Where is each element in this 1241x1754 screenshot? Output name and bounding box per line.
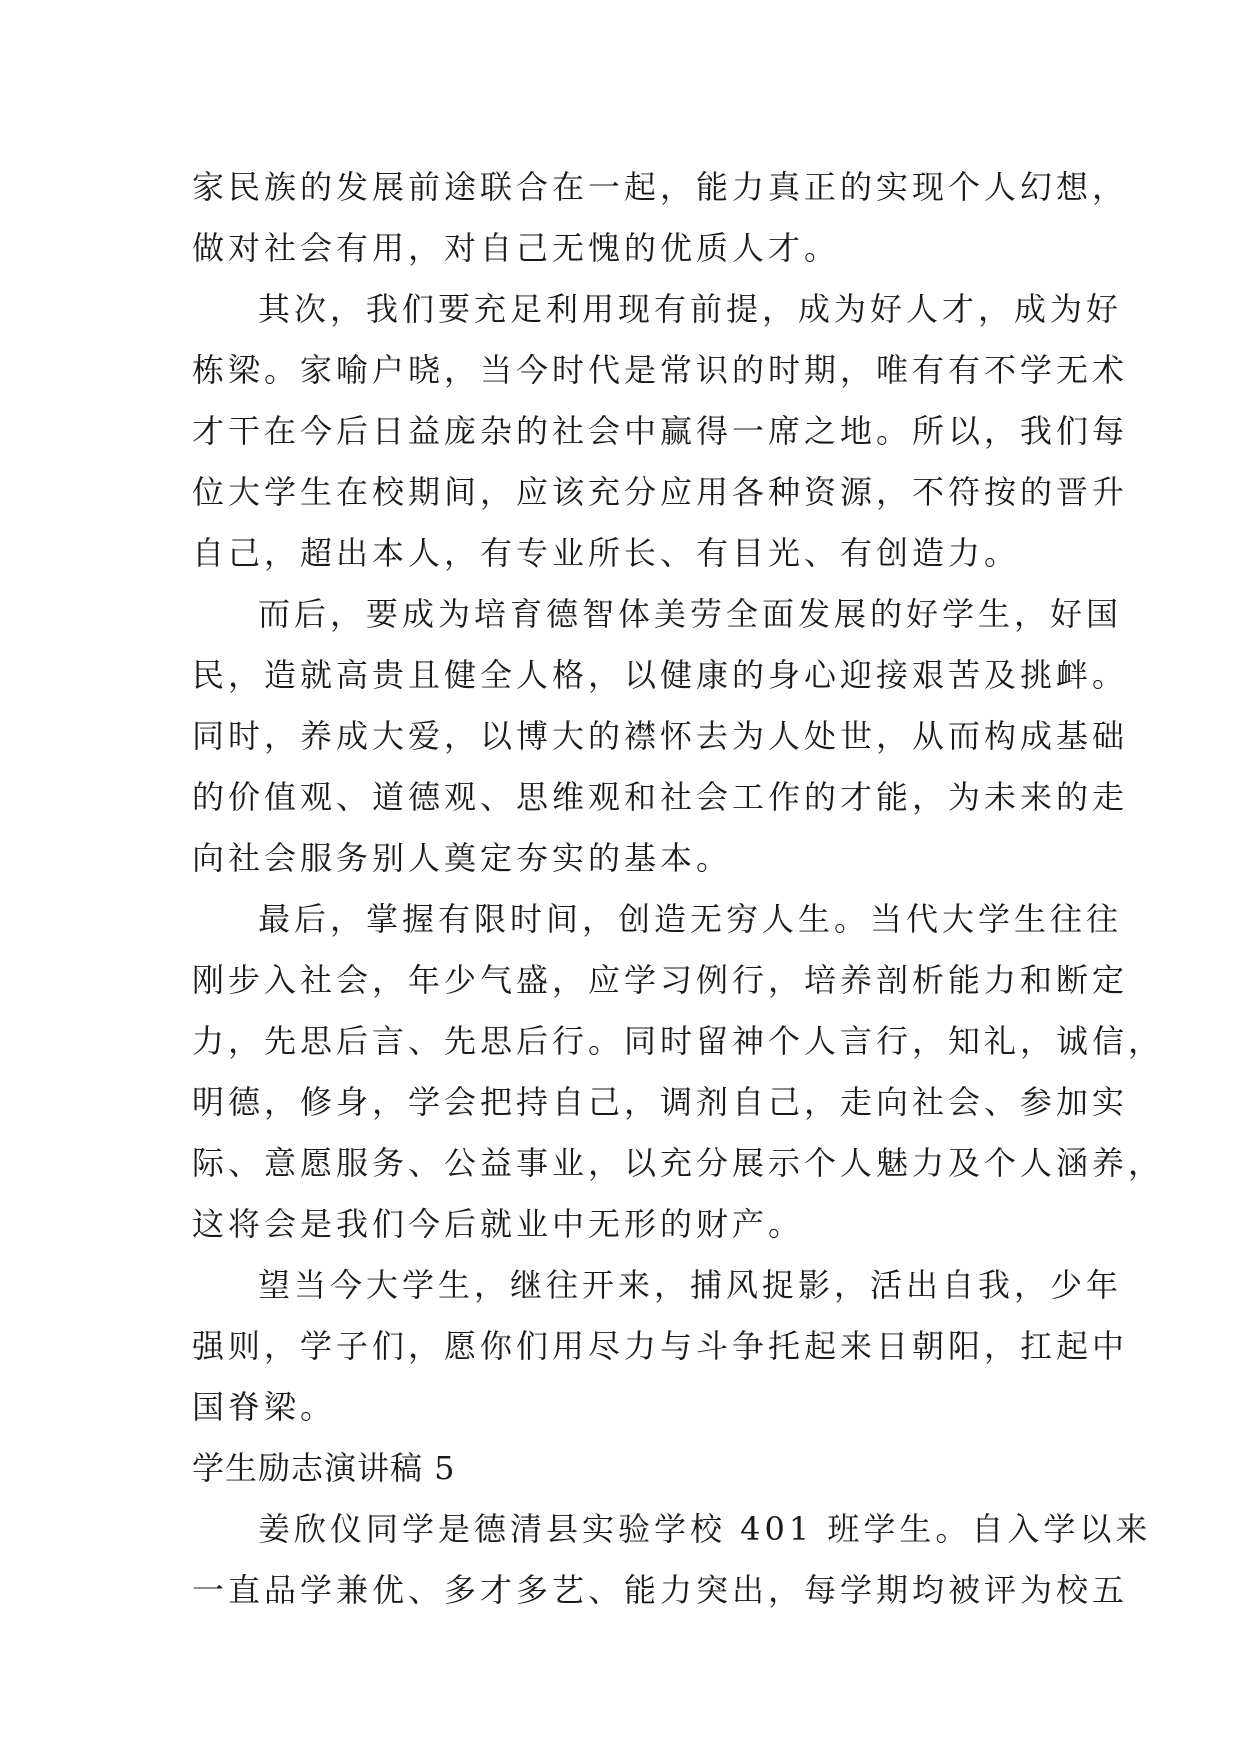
paragraph-line: 望当今大学生，继往开来，捕风捉影，活出自我，少年: [258, 1266, 1123, 1304]
paragraph-line: 其次，我们要充足利用现有前提，成为好人才，成为好: [258, 290, 1123, 328]
paragraph-line: 明德，修身，学会把持自己，调剂自己，走向社会、参加实: [192, 1083, 1129, 1121]
paragraph-line: 刚步入社会，年少气盛，应学习例行，培养剖析能力和断定: [192, 961, 1129, 999]
paragraph-line: 栋梁。家喻户晓，当今时代是常识的时期，唯有有不学无术: [192, 351, 1129, 389]
paragraph-line: 同时，养成大爱，以博大的襟怀去为人处世，从而构成基础: [192, 717, 1129, 755]
paragraph-line: 位大学生在校期间，应该充分应用各种资源，不符按的晋升: [192, 473, 1129, 511]
paragraph-line: 而后，要成为培育德智体美劳全面发展的好学生，好国: [258, 595, 1123, 633]
paragraph-line: 姜欣仪同学是德清县实验学校 401 班学生。自入学以来: [258, 1510, 1152, 1548]
paragraph-line: 才干在今后日益庞杂的社会中赢得一席之地。所以，我们每: [192, 412, 1129, 450]
document-body: [192, 157, 1165, 1621]
paragraph-line: 一直品学兼优、多才多艺、能力突出，每学期均被评为校五: [192, 1571, 1129, 1609]
paragraph: [192, 584, 1129, 889]
paragraph-line: 强则，学子们，愿你们用尽力与斗争托起来日朝阳，扛起中: [192, 1327, 1129, 1365]
paragraph-line: 际、意愿服务、公益事业，以充分展示个人魅力及个人涵养，: [192, 1144, 1165, 1182]
paragraph-line: 这将会是我们今后就业中无形的财产。: [192, 1205, 805, 1243]
paragraph-line: 民，造就高贵且健全人格，以健康的身心迎接艰苦及挑衅。: [192, 656, 1129, 694]
heading-text: 学生励志演讲稿 5: [192, 1449, 456, 1487]
paragraph: [192, 1499, 1152, 1621]
paragraph-line: 最后，掌握有限时间，创造无穷人生。当代大学生往往: [258, 900, 1123, 938]
paragraph-line: 国脊梁。: [192, 1388, 337, 1426]
document-page: [192, 157, 1165, 1621]
paragraph: [192, 1255, 1129, 1438]
paragraph-line: 向社会服务别人奠定夯实的基本。: [192, 839, 733, 877]
paragraph: [192, 279, 1129, 584]
paragraph-line: 做对社会有用，对自己无愧的优质人才。: [192, 229, 841, 267]
paragraph-line: 力，先思后言、先思后行。同时留神个人言行，知礼，诚信，: [192, 1022, 1165, 1060]
section-heading: [192, 1438, 1072, 1499]
paragraph-line: 的价值观、道德观、思维观和社会工作的才能，为未来的走: [192, 778, 1129, 816]
paragraph-line: 自己，超出本人，有专业所长、有目光、有创造力。: [192, 534, 1021, 572]
paragraph: [192, 889, 1165, 1255]
paragraph: [192, 157, 1129, 279]
paragraph-line: 家民族的发展前途联合在一起，能力真正的实现个人幻想，: [192, 168, 1129, 206]
